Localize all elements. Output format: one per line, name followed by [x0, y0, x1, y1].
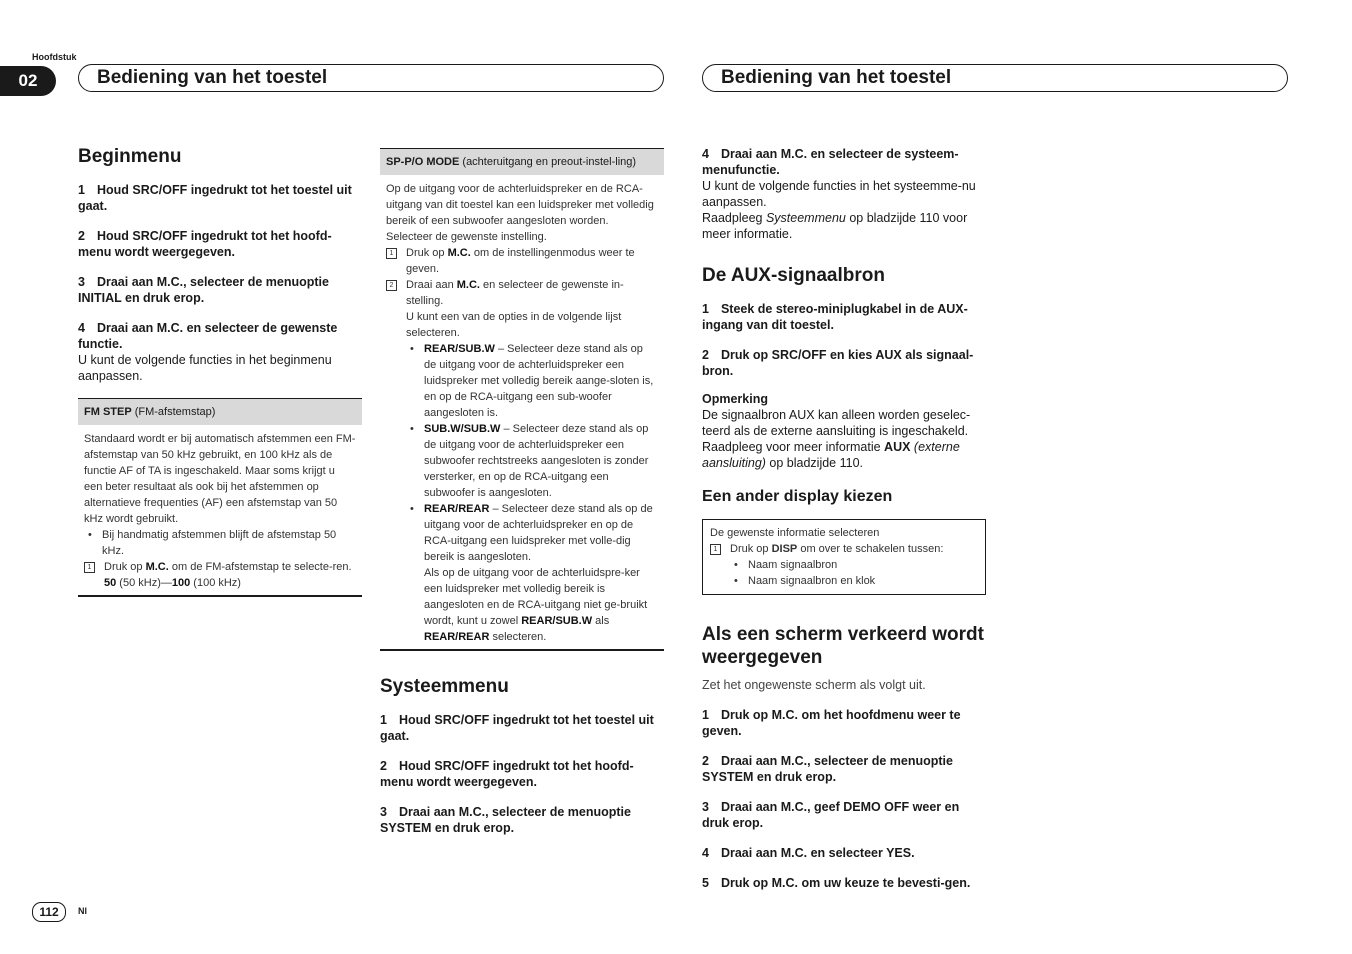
- box-text: De gewenste informatie selecteren: [710, 527, 880, 539]
- step-number: 5: [702, 876, 709, 890]
- step: [702, 845, 986, 861]
- step-number: 1: [380, 713, 387, 727]
- heading-wrong-display: Als een scherm verkeerd wordt weergegeven: [702, 624, 984, 668]
- step-text: Houd SRC/OFF ingedrukt tot het hoofd-menu wordt weergegeven.: [380, 759, 634, 789]
- step-description: U kunt de volgende functies in het systeemme-nu aanpassen.: [702, 179, 976, 209]
- step-number: 3: [78, 275, 85, 289]
- language-code: Nl: [78, 906, 87, 916]
- step: [702, 875, 986, 891]
- step-number: 3: [702, 800, 709, 814]
- ref-text: Raadpleeg voor meer informatie: [702, 440, 885, 454]
- step-marker-icon: 1: [84, 562, 95, 573]
- box-text: Op de uitgang voor de achterluidspreker en de RCA-uitgang van dit toestel kan een luidspreker met volledig bereik of een subwoofer aangesloten worden. Selecteer de gewenste instelling.: [386, 183, 654, 243]
- option-key: REAR/REAR: [424, 503, 490, 515]
- numbered-item: [710, 541, 978, 589]
- item-desc: U kunt een van de opties in de volgende lijst selecteren.: [406, 311, 622, 339]
- box-header: [380, 148, 664, 175]
- page-number: 112: [32, 902, 66, 922]
- heading-systeemmenu: Systeemmenu: [380, 676, 509, 697]
- column-2: [380, 148, 664, 850]
- step: [78, 274, 362, 306]
- option-key: REAR/SUB.W: [424, 343, 495, 355]
- step-marker-icon: 1: [386, 248, 397, 259]
- step-text: Draai aan M.C., selecteer de menuoptie SYSTEM en druk erop.: [702, 754, 953, 784]
- column-3: [702, 146, 986, 905]
- note-title: Opmerking: [702, 392, 768, 406]
- step-text: Druk op M.C. om uw keuze te bevesti-gen.: [720, 876, 971, 890]
- step: [78, 320, 362, 352]
- bullet-item: [406, 421, 658, 501]
- step-number: 1: [702, 302, 709, 316]
- section-title-left: Bediening van het toestel: [78, 64, 664, 92]
- step-number: 2: [78, 229, 85, 243]
- item-text: Druk op: [730, 543, 772, 555]
- step-text: Houd SRC/OFF ingedrukt tot het hoofd-menu wordt weergegeven.: [78, 229, 332, 259]
- option-note: als: [592, 615, 610, 627]
- step-group: [78, 320, 362, 384]
- fm-step-box: [78, 398, 362, 597]
- step: [78, 228, 362, 260]
- item-text: Druk op: [104, 561, 146, 573]
- numbered-item: [386, 277, 658, 341]
- bullet-item: [406, 501, 658, 645]
- step-number: 4: [702, 846, 709, 860]
- section-desc: Zet het ongewenste scherm als volgt uit.: [702, 678, 926, 692]
- option-value: 50: [104, 577, 117, 589]
- step: [702, 753, 986, 785]
- step-text: Draai aan M.C. en selecteer de gewenste functie.: [78, 321, 338, 351]
- bullet-item: [406, 341, 658, 421]
- display-box: [702, 519, 986, 595]
- step-number: 2: [702, 754, 709, 768]
- box-header: [78, 398, 362, 425]
- ref-link: (externe aansluiting): [702, 440, 960, 470]
- step-marker-icon: 2: [386, 280, 397, 291]
- step-text: Steek de stereo-miniplugkabel in de AUX-ingang van dit toestel.: [702, 302, 968, 332]
- option-desc: (100 kHz): [190, 577, 241, 589]
- ref-text: Raadpleeg: [702, 211, 766, 225]
- option-desc: – Selecteer deze stand als op de uitgang voor de achterluidspreker en op de RCA-uitgang een luidspreker met volle-dig bereik is aangesloten.: [424, 503, 653, 563]
- step-number: 2: [702, 348, 709, 362]
- note-text: De signaalbron AUX kan alleen worden geselec-teerd als de externe aansluiting is ingeschakeld.: [702, 408, 971, 438]
- step: [702, 146, 986, 178]
- step-number: 1: [702, 708, 709, 722]
- ref-text: op bladzijde 110.: [765, 456, 864, 470]
- item-text: om over te schakelen tussen:: [797, 543, 944, 555]
- step-marker-icon: 1: [710, 544, 721, 555]
- section-title-right: Bediening van het toestel: [702, 64, 1288, 92]
- step-text: Druk op SRC/OFF en kies AUX als signaal-bron.: [702, 348, 974, 378]
- bullet-item: • Bij handmatig afstemmen blijft de afstemstap 50 kHz.: [84, 527, 356, 559]
- option-key: REAR/REAR: [424, 631, 490, 643]
- step: [380, 804, 664, 836]
- bullet-item: • Naam signaalbron: [730, 557, 978, 573]
- step-number: 4: [78, 321, 85, 335]
- chapter-label: Hoofdstuk: [32, 52, 77, 62]
- step: [380, 758, 664, 790]
- step: [702, 301, 986, 333]
- step-text: Druk op M.C. om het hoofdmenu weer te geven.: [702, 708, 961, 738]
- step-number: 1: [78, 183, 85, 197]
- item-text: om de instellingenmodus weer te geven.: [406, 247, 635, 275]
- option-note: Als op de uitgang voor de achterluidspre-ker een luidspreker met volledig bereik is aangesloten en de RCA-uitgang niet ge-bruikt wordt, kunt u zowel: [424, 567, 648, 627]
- heading-beginmenu: Beginmenu: [78, 146, 182, 167]
- item-text: en selecteer de gewenste in-stelling.: [406, 279, 624, 307]
- chapter-number: 02: [0, 66, 56, 96]
- item-bold: M.C.: [456, 279, 480, 291]
- item-text: Druk op: [406, 247, 448, 259]
- option-desc: (50 kHz)—: [116, 577, 172, 589]
- step-number: 3: [380, 805, 387, 819]
- step-text: Houd SRC/OFF ingedrukt tot het toestel uit gaat.: [78, 183, 352, 213]
- item-bold: M.C.: [447, 247, 471, 259]
- box-body: [380, 175, 664, 649]
- box-body: [78, 425, 362, 595]
- step-text: Draai aan M.C., selecteer de menuoptie SYSTEM en druk erop.: [380, 805, 631, 835]
- step-text: Draai aan M.C. en selecteer YES.: [720, 846, 915, 860]
- step-group: [702, 146, 986, 242]
- ref-link: Systeemmenu: [765, 211, 846, 225]
- ref-bold: AUX: [884, 440, 911, 454]
- ref-text: op bladzijde 110 voor meer informatie.: [702, 211, 968, 241]
- option-desc: – Selecteer deze stand als op de uitgang voor de achterluidspreker een subwoofer rechtstreeks aangesloten is zonder versterker, en op de RCA-uitgang een subwoofer is aangesloten.: [424, 423, 649, 499]
- step-number: 2: [380, 759, 387, 773]
- column-1: [78, 145, 362, 611]
- step: [702, 799, 986, 831]
- note-reference: [702, 439, 986, 471]
- step-text: Draai aan M.C., selecteer de menuoptie INITIAL en druk erop.: [78, 275, 329, 305]
- heading-display: Een ander display kiezen: [702, 488, 893, 505]
- item-text: om de FM-afstemstap te selecte-ren.: [168, 561, 352, 573]
- step-reference: [702, 210, 986, 242]
- box-header-desc: (achteruitgang en preout-instel-ling): [459, 156, 637, 168]
- step: [702, 707, 986, 739]
- box-text: Standaard wordt er bij automatisch afstemmen een FM-afstemstap van 50 kHz gebruikt, en 100 kHz als de functie AF of TA is ingeschakeld. Maar soms krijgt u een beter resultaat als ook bij het afstemmen op alternatieve frequenties (AF) een afstemstap van 50 kHz wordt gebruikt.: [84, 433, 356, 525]
- option-note: selecteren.: [489, 631, 547, 643]
- option-desc: – Selecteer deze stand als op de uitgang voor de achterluidspreker een luidspreker met volledig bereik aange-sloten is, en op de RCA-uitgang een sub-woofer aangesloten is.: [424, 343, 654, 419]
- step-description: U kunt de volgende functies in het beginmenu aanpassen.: [78, 353, 332, 383]
- item-bold: DISP: [771, 543, 798, 555]
- option-key: SUB.W/SUB.W: [424, 423, 501, 435]
- option-list: [386, 341, 658, 645]
- step-text: Draai aan M.C., geef DEMO OFF weer en druk erop.: [702, 800, 960, 830]
- box-header-desc: (FM-afstemstap): [131, 406, 216, 418]
- step-number: 4: [702, 147, 709, 161]
- option-key: REAR/SUB.W: [521, 615, 593, 627]
- box-header-key: SP-P/O MODE: [386, 156, 460, 168]
- step: [702, 347, 986, 379]
- step: [78, 182, 362, 214]
- step-text: Draai aan M.C. en selecteer de systeem-menufunctie.: [702, 147, 959, 177]
- heading-aux: De AUX-signaalbron: [702, 265, 885, 286]
- option-value: 100: [171, 577, 191, 589]
- numbered-item: [386, 245, 658, 277]
- bullet-item: • Naam signaalbron en klok: [730, 573, 978, 589]
- box-header-key: FM STEP: [84, 406, 132, 418]
- item-text: Draai aan: [406, 279, 457, 291]
- item-bold: M.C.: [145, 561, 169, 573]
- numbered-item: [84, 559, 356, 591]
- step: [380, 712, 664, 744]
- step-text: Houd SRC/OFF ingedrukt tot het toestel uit gaat.: [380, 713, 654, 743]
- sp-po-mode-box: [380, 148, 664, 651]
